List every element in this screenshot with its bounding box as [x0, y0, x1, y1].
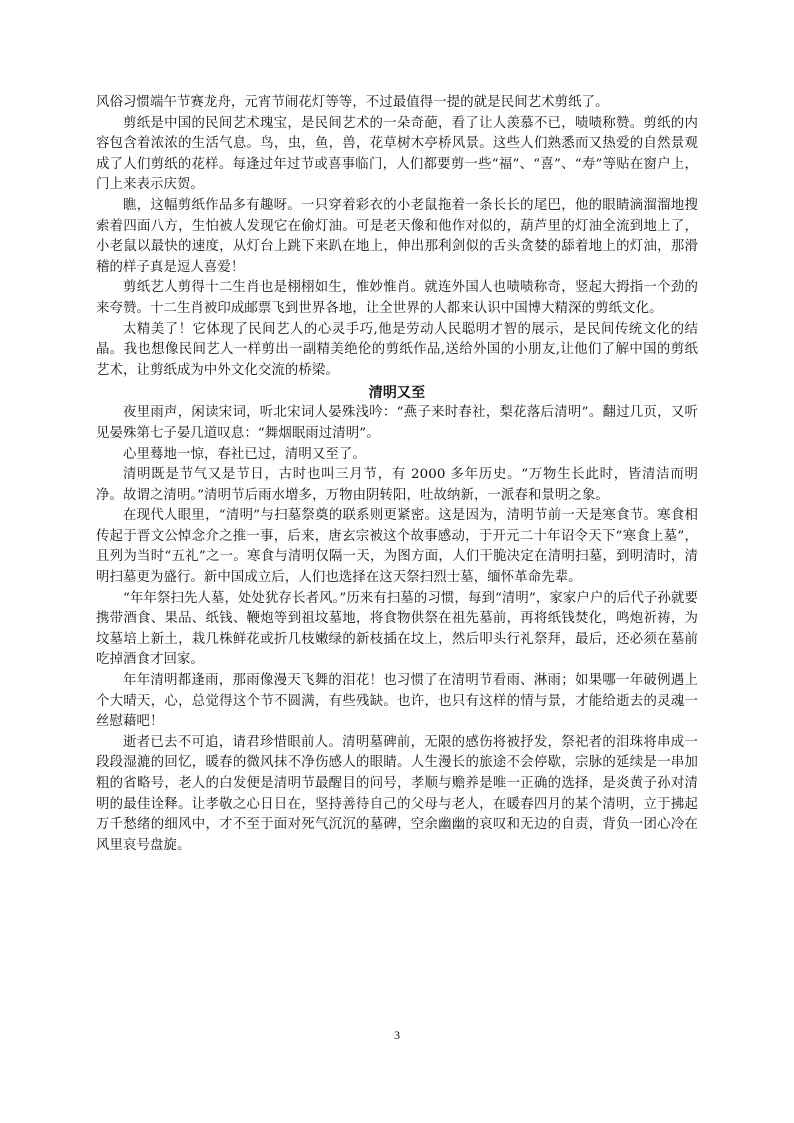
- paragraph-papercut-intro: 剪纸是中国的民间艺术瑰宝，是民间艺术的一朵奇葩，看了让人羡慕不已，啧啧称赞。剪纸的内容包含着浓浓的生活气息。鸟，虫，鱼，兽，花草树木亭桥风景。这些人们熟悉而又热爱的自然景观成了人们剪纸的花样。每逢过年过节或喜事临门，人们都要剪一些“福”、“喜”、“寿”等贴在窗户上，门上来表示庆贺。: [96, 115, 698, 193]
- paragraph-song-ci: 夜里雨声，闲读宋词，听北宋词人晏殊浅吟：“燕子来时春社，梨花落后清明”。翻过几页，又听见晏殊第七子晏几道叹息：“舞烟眠雨过清明”。: [96, 405, 698, 441]
- paragraph-rain: 年年清明都逢雨，那雨像漫天飞舞的泪花！也习惯了在清明节看雨、淋雨；如果哪一年破例遇上个大晴天，心，总觉得这个节不圆满，有些残缺。也许，也只有这样的情与景，才能给逝去的灵魂一丝慰藉吧！: [96, 673, 698, 730]
- document-body: [96, 93, 698, 856]
- paragraph-tomb-sweeping: “年年祭扫先人墓，处处犹存长者风。”历来有扫墓的习惯，每到“清明”，家家户户的后代子孙就要携带酒食、果品、纸钱、鞭炮等到祖坟墓地，将食物供祭在祖先墓前，再将纸钱焚化，鸣炮祈祷，为坟墓培上新土，栽几株鲜花或折几枝嫩绿的新枝插在坟上，然后叩头行礼祭拜，最后，还必须在墓前吃掉酒食才回家。: [96, 590, 698, 668]
- paragraph-qingming-again: 心里蓦地一惊，春社已过，清明又至了。: [123, 446, 366, 462]
- paragraph-mouse-papercut: 瞧，这幅剪纸作品多有趣呀。一只穿着彩衣的小老鼠拖着一条长长的尾巴，他的眼睛滴溜溜地搜索着四面八方，生怕被人发现它在偷灯油。可是老天像和他作对似的，葫芦里的灯油全流到地上了，小老鼠以最快的速度，从灯台上跳下来趴在地上，伸出那利剑似的舌头贪婪的舔着地上的灯油，那滑稽的样子真是逗人喜爱！: [96, 197, 698, 275]
- paragraph-cold-food: 在现代人眼里，“清明”与扫墓祭奠的联系则更紧密。这是因为，清明节前一天是寒食节。寒食相传起于晋文公悼念介之推一事，后来，唐玄宗被这个故事感动，于开元二十年诏令天下“寒食上墓”，且列为当时“五礼”之一。寒食与清明仅隔一天，为图方面，人们干脆决定在清明扫墓，到明清时，清明扫墓更为盛行。新中国成立后，人们也选择在这天祭扫烈士墓，缅怀革命先辈。: [96, 508, 698, 586]
- paragraph-continuation: 风俗习惯端午节赛龙舟，元宵节闹花灯等等，不过最值得一提的就是民间艺术剪纸了。: [96, 95, 609, 110]
- paragraph-cherish: 逝者已去不可追，请君珍惜眼前人。清明墓碑前，无限的感伤将被抒发，祭祀者的泪珠将串成一段段湿漉的回忆，暖春的微风抹不净伤感人的眼睛。人生漫长的旅途不会停歇，宗脉的延续是一串加粗的省略号，老人的白发便是清明节最醒目的问号，孝顺与赡养是唯一正确的选择，是炎黄子孙对清明的最佳诠释。让孝敬之心日日在，坚持善待自己的父母与老人，在暖春四月的某个清明，立于拂起万千愁绪的细风中，才不至于面对死气沉沉的墓碑，空余幽幽的哀叹和无边的自责，背负一团心冷在风里哀号盘旋。: [96, 734, 698, 853]
- section-title: 清明又至: [368, 385, 426, 402]
- paragraph-zodiac: 剪纸艺人剪得十二生肖也是栩栩如生，惟妙惟肖。就连外国人也啧啧称奇，竖起大拇指一个劲的来夸赞。十二生肖被印成邮票飞到世界各地，让全世界的人都来认识中国博大精深的剪纸文化。: [96, 280, 698, 316]
- paragraph-qingming-history: 清明既是节气又是节日，古时也叫三月节，有 2000 多年历史。“万物生长此时，皆清洁而明净。故谓之清明。”清明节后雨水增多，万物由阴转阳，吐故纳新，一派春和景明之象。: [96, 467, 698, 503]
- page-number: 3: [394, 1028, 400, 1042]
- paragraph-papercut-conclusion: 太精美了！它体现了民间艺人的心灵手巧,他是劳动人民聪明才智的展示，是民间传统文化的结晶。我也想像民间艺人一样剪出一副精美绝伦的剪纸作品,送给外国的小朋友,让他们了解中国的剪纸艺术，让剪纸成为中外文化交流的桥梁。: [96, 321, 698, 378]
